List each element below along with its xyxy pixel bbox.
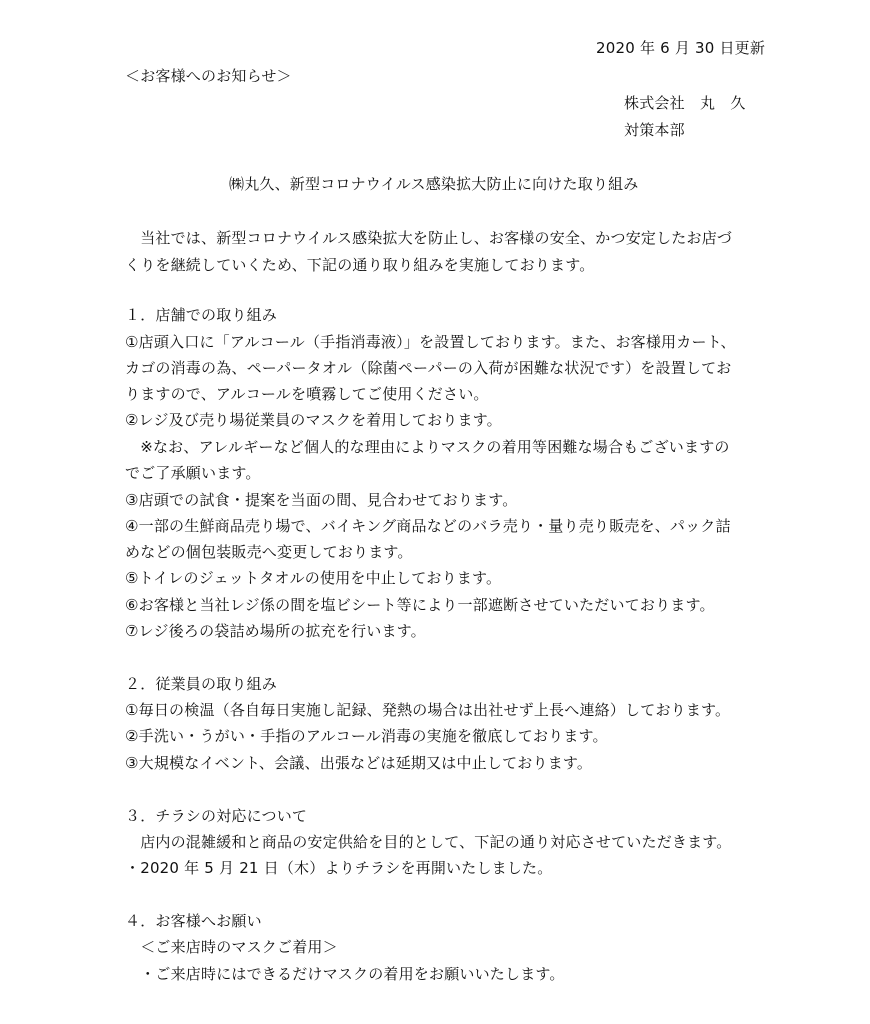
intro-line: くりを継続していくため、下記の通り取り組みを実施しております。 [125, 256, 595, 274]
flyer-line: ・2020 年 5 月 21 日（木）よりチラシを再開いたしました。 [125, 859, 553, 877]
store-measure-line: ④一部の生鮮商品売り場で、バイキング商品などのバラ売り・量り売り販売を、パック詰 [125, 517, 731, 535]
store-measure-line: めなどの個包装販売へ変更しております。 [125, 543, 413, 561]
staff-measure-line: ③大規模なイベント、会議、出張などは延期又は中止しております。 [125, 754, 593, 772]
section-heading-staff: ２．従業員の取り組み [125, 675, 278, 693]
section-heading-requests: ４．お客様へお願い [125, 912, 262, 930]
section-heading-stores: １．店舗での取り組み [125, 306, 278, 324]
intro-line: 当社では、新型コロナウイルス感染拡大を防止し、お客様の安全、かつ安定したお店づ [125, 229, 733, 247]
store-measure-line: ※なお、アレルギーなど個人的な理由によりマスクの着用等困難な場合もございますの [125, 438, 730, 456]
flyer-line: 店内の混雑緩和と商品の安定供給を目的として、下記の通り対応させていただきます。 [125, 833, 732, 851]
company-name: 株式会社 丸 久 [624, 94, 746, 112]
store-measure-line: カゴの消毒の為、ペーパータオル（除菌ペーパーの入荷が困難な状況です）を設置してお [125, 359, 732, 377]
store-measure-line: でご了承願います。 [125, 464, 261, 482]
store-measure-line: ⑥お客様と当社レジ係の間を塩ビシート等により一部遮断させていただいております。 [125, 596, 715, 614]
staff-measure-line: ②手洗い・うがい・手指のアルコール消毒の実施を徹底しております。 [125, 727, 608, 745]
request-line: ＜ご来店時のマスクご着用＞ [125, 938, 338, 956]
store-measure-line: ③店頭での試食・提案を当面の間、見合わせております。 [125, 491, 518, 509]
section-heading-flyers: ３．チラシの対応について [125, 807, 308, 825]
store-measure-line: ⑤トイレのジェットタオルの使用を中止しております。 [125, 569, 502, 587]
store-measure-line: ①店頭入口に「アルコール（手指消毒液）」を設置しております。また、お客様用カート、 [125, 333, 736, 351]
staff-measure-line: ①毎日の検温（各自毎日実施し記録、発熱の場合は出社せず上長へ連絡）しております。 [125, 701, 731, 719]
department-name: 対策本部 [624, 121, 685, 139]
store-measure-line: ⑦レジ後ろの袋詰め場所の拡充を行います。 [125, 622, 426, 640]
store-measure-line: りますので、アルコールを噴霧してご使用ください。 [125, 385, 489, 403]
document-title: ㈱丸久、新型コロナウイルス感染拡大防止に向けた取り組み [229, 175, 639, 193]
store-measure-line: ②レジ及び売り場従業員のマスクを着用しております。 [125, 411, 502, 429]
update-date: 2020 年 6 月 30 日更新 [596, 39, 766, 57]
notice-heading: ＜お客様へのお知らせ＞ [125, 67, 292, 85]
request-line: ・ご来店時にはできるだけマスクの着用をお願いいたします。 [125, 965, 565, 983]
